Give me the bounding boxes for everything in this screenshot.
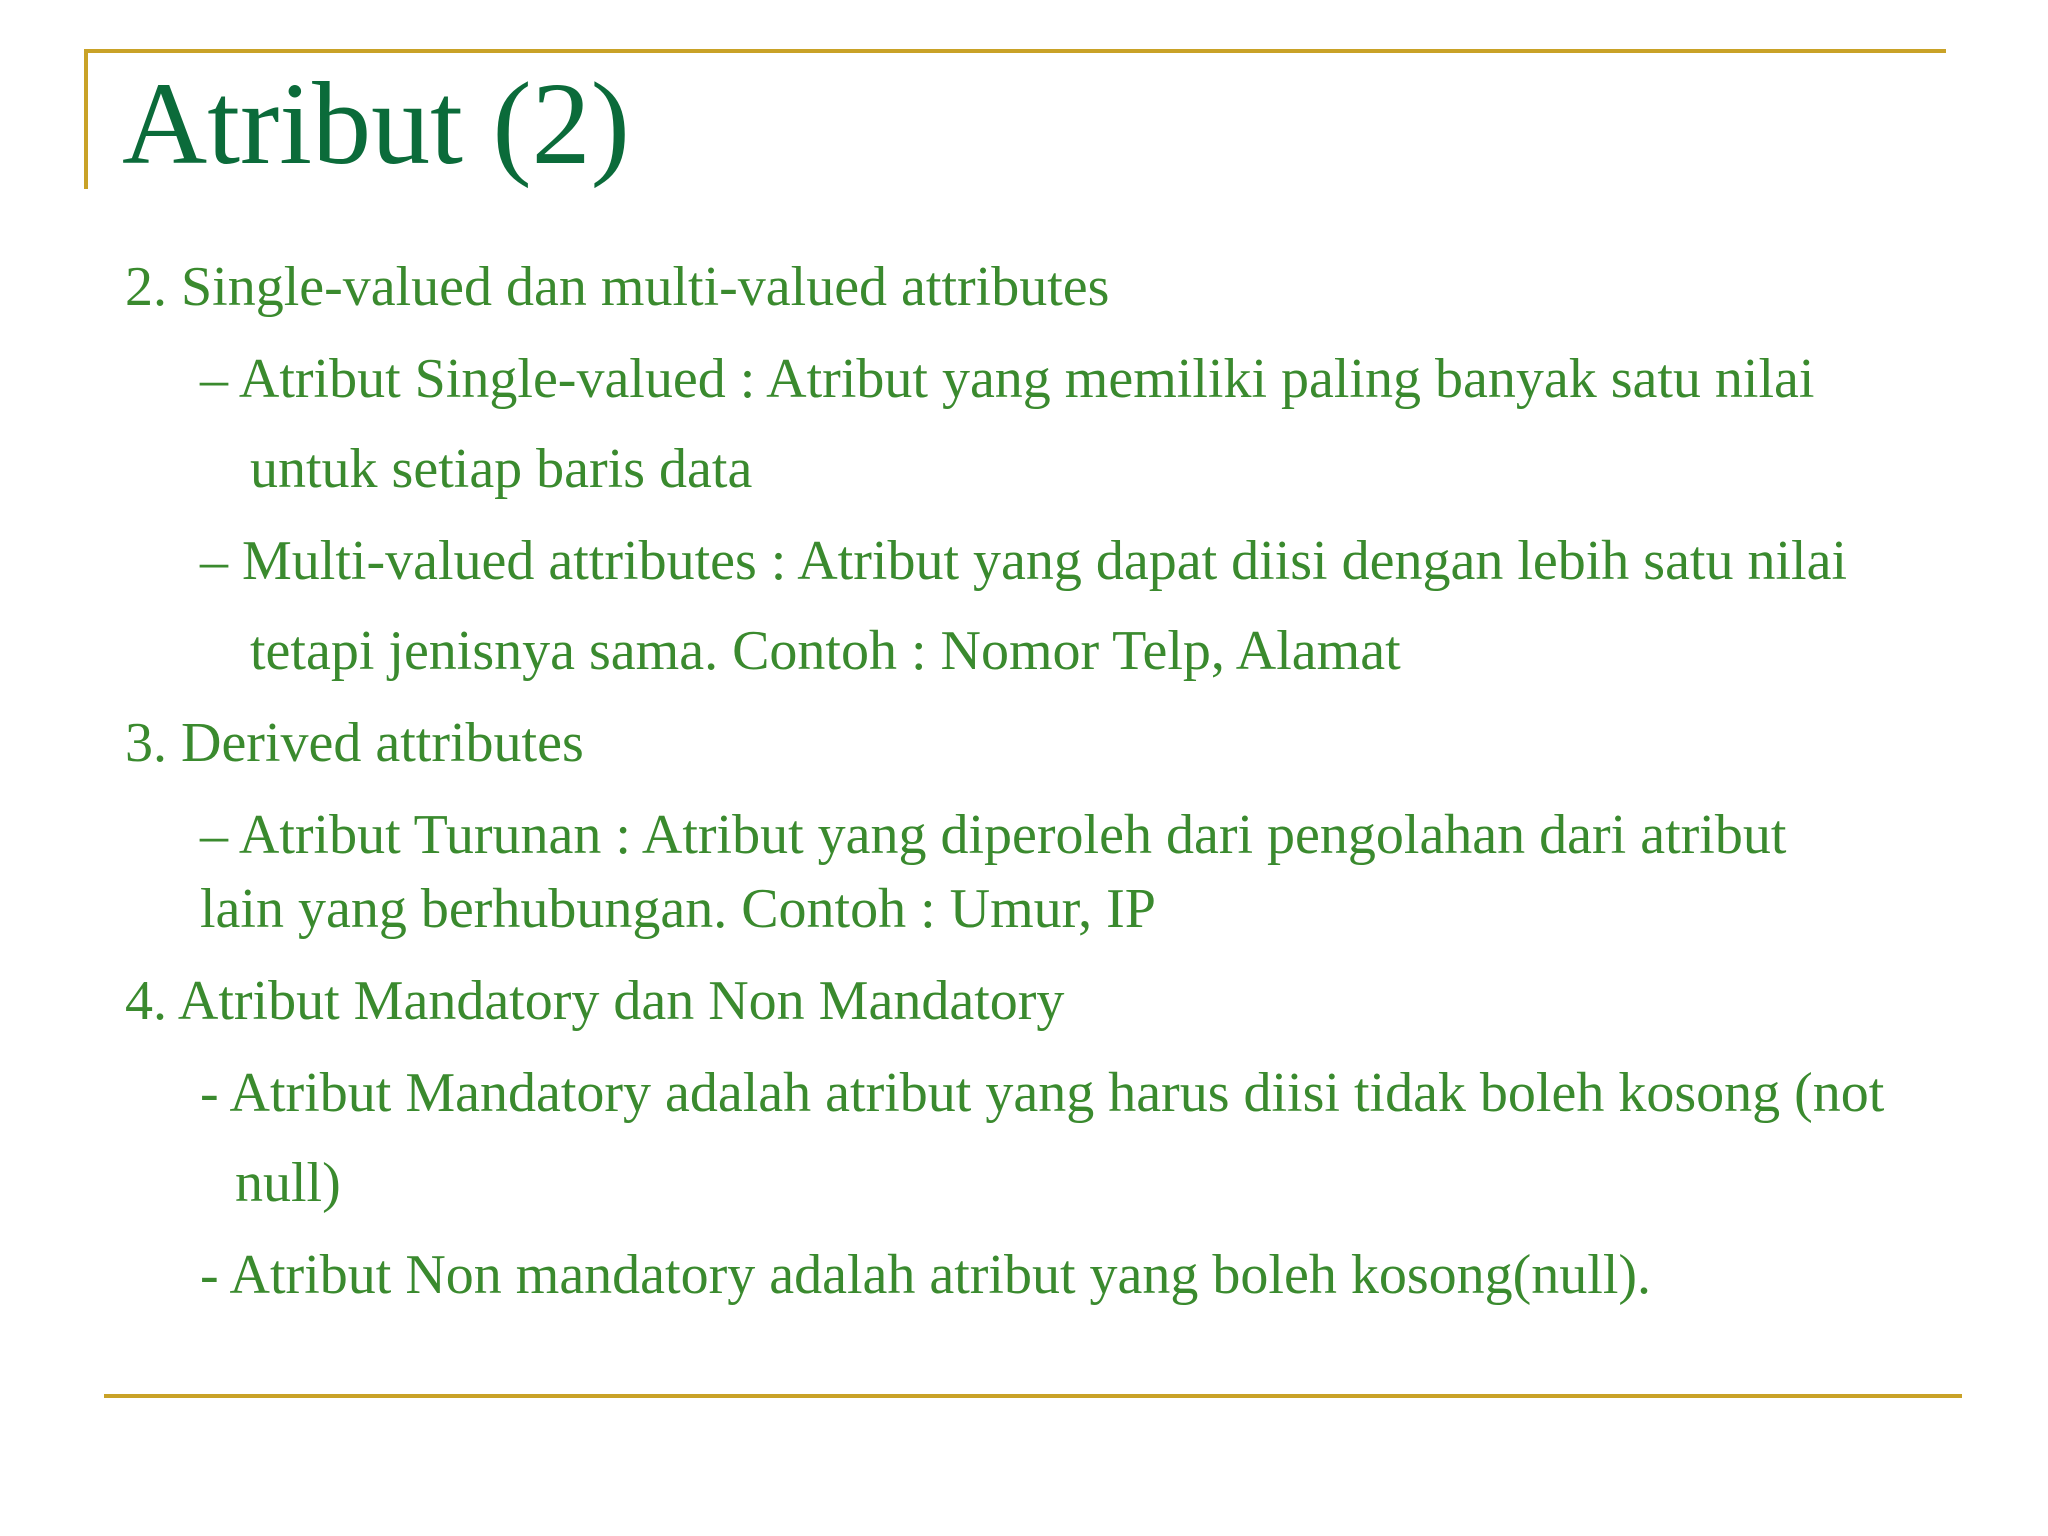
sub-item-single-valued: – Atribut Single-valued : Atribut yang memiliki paling banyak satu nilai — [200, 348, 1815, 410]
sub-item-mandatory-cont: null) — [235, 1152, 341, 1214]
sub-item-mandatory: - Atribut Mandatory adalah atribut yang harus diisi tidak boleh kosong (not — [200, 1062, 1885, 1124]
sub-item-multi-valued: – Multi-valued attributes : Atribut yang dapat diisi dengan lebih satu nilai — [200, 530, 1848, 592]
list-item-single-multi-valued: 2. Single-valued dan multi-valued attributes — [125, 256, 1110, 318]
bottom-rule — [104, 1394, 1962, 1398]
slide-title: Atribut (2) — [122, 58, 630, 189]
list-item-derived: 3. Derived attributes — [125, 712, 584, 774]
list-item-mandatory: 4. Atribut Mandatory dan Non Mandatory — [125, 970, 1065, 1032]
sub-item-derived: – Atribut Turunan : Atribut yang diperoleh dari pengolahan dari atribut — [200, 804, 1787, 866]
sub-item-derived-cont: lain yang berhubungan. Contoh : Umur, IP — [200, 878, 1156, 940]
sub-item-non-mandatory: - Atribut Non mandatory adalah atribut yang boleh kosong(null). — [200, 1244, 1652, 1306]
sub-item-multi-valued-cont: tetapi jenisnya sama. Contoh : Nomor Telp, Alamat — [250, 620, 1401, 682]
sub-item-single-valued-cont: untuk setiap baris data — [250, 438, 753, 500]
